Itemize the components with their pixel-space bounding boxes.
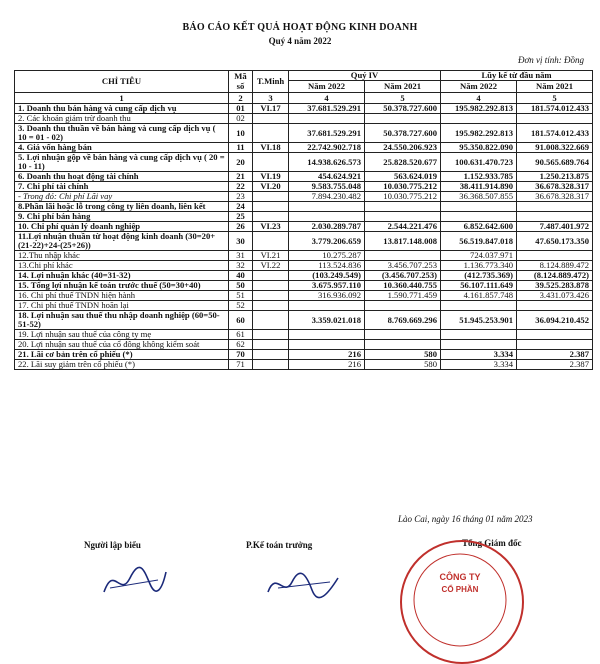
table-row	[15, 360, 593, 370]
row-q2021: 10.030.775.212	[365, 192, 441, 202]
row-code: 11	[229, 143, 253, 153]
row-code: 61	[229, 330, 253, 340]
header-chi-tieu: CHỈ TIÊU	[15, 71, 229, 93]
table-row	[15, 301, 593, 311]
table-row	[15, 350, 593, 360]
row-q2021: 3.456.707.253	[365, 261, 441, 271]
row-label: 12.Thu nhập khác	[15, 251, 229, 261]
row-q2021: 1.590.771.459	[365, 291, 441, 301]
table-row	[15, 153, 593, 172]
row-y2022	[441, 114, 517, 124]
row-note: VI.18	[253, 143, 289, 153]
row-q2022: 2.030.289.787	[289, 222, 365, 232]
row-q2022	[289, 330, 365, 340]
row-note	[253, 340, 289, 350]
row-y2022: 4.161.857.748	[441, 291, 517, 301]
row-y2022	[441, 212, 517, 222]
row-label: 11.Lợi nhuận thuần từ hoạt động kinh doanh (30=20+(21-22)+24-(25+26))	[15, 232, 229, 251]
row-y2021: 47.650.173.350	[517, 232, 593, 251]
row-q2021	[365, 212, 441, 222]
table-row	[15, 143, 593, 153]
row-y2021	[517, 212, 593, 222]
row-code: 50	[229, 281, 253, 291]
table-row	[15, 172, 593, 182]
row-q2022	[289, 301, 365, 311]
header-ma-so: Mã số	[229, 71, 253, 93]
header-luy-ke: Lũy kế từ đầu năm	[441, 71, 593, 81]
row-q2022: 37.681.529.291	[289, 124, 365, 143]
header-quy-2021: Năm 2021	[365, 81, 441, 93]
row-y2021: 2.387	[517, 360, 593, 370]
row-q2022	[289, 212, 365, 222]
row-q2021: 2.544.221.476	[365, 222, 441, 232]
row-label: 14. Lợi nhuận khác (40=31-32)	[15, 271, 229, 281]
row-label: 3. Doanh thu thuần về bán hàng và cung cấp dịch vụ ( 10 = 01 - 02)	[15, 124, 229, 143]
row-note	[253, 232, 289, 251]
row-y2022: 56.107.111.649	[441, 281, 517, 291]
row-q2022: 14.938.626.573	[289, 153, 365, 172]
table-row	[15, 340, 593, 350]
row-q2022	[289, 202, 365, 212]
column-index: 5	[365, 93, 441, 104]
preparer-signature	[100, 560, 170, 600]
column-index: 3	[253, 93, 289, 104]
income-statement-table	[14, 70, 593, 370]
row-code: 71	[229, 360, 253, 370]
row-label: 13.Chi phí khác	[15, 261, 229, 271]
row-y2022: 195.982.292.813	[441, 104, 517, 114]
table-row	[15, 104, 593, 114]
row-y2022: 6.852.642.600	[441, 222, 517, 232]
row-q2021: 50.378.727.600	[365, 104, 441, 114]
row-q2022: 454.624.921	[289, 172, 365, 182]
row-note	[253, 124, 289, 143]
row-q2021	[365, 330, 441, 340]
row-q2021: (3.456.707.253)	[365, 271, 441, 281]
company-stamp	[400, 540, 524, 664]
row-y2021	[517, 301, 593, 311]
table-row	[15, 202, 593, 212]
row-code: 70	[229, 350, 253, 360]
row-q2022: 3.675.957.110	[289, 281, 365, 291]
row-y2021: 90.565.689.764	[517, 153, 593, 172]
row-label: 7. Chi phí tài chính	[15, 182, 229, 192]
row-q2021	[365, 202, 441, 212]
table-row	[15, 251, 593, 261]
row-note: VI.23	[253, 222, 289, 232]
table-row	[15, 114, 593, 124]
row-y2022	[441, 202, 517, 212]
row-q2022: 216	[289, 350, 365, 360]
table-row	[15, 261, 593, 271]
row-label: - Trong đó: Chi phí Lãi vay	[15, 192, 229, 202]
row-code: 24	[229, 202, 253, 212]
row-note: VI.20	[253, 182, 289, 192]
row-label: 2. Các khoản giảm trừ doanh thu	[15, 114, 229, 124]
director-label: Tổng Giám đốc	[462, 538, 522, 548]
table-row	[15, 311, 593, 330]
column-index: 4	[441, 93, 517, 104]
row-note	[253, 271, 289, 281]
row-label: 21. Lãi cơ bản trên cổ phiếu (*)	[15, 350, 229, 360]
row-label: 17. Chi phí thuế TNDN hoãn lại	[15, 301, 229, 311]
row-y2021: 2.387	[517, 350, 593, 360]
row-note	[253, 360, 289, 370]
row-note	[253, 192, 289, 202]
column-index: 5	[517, 93, 593, 104]
row-y2021	[517, 114, 593, 124]
row-label: 5. Lợi nhuận gộp về bán hàng và cung cấp dịch vụ ( 20 = 10 - 11)	[15, 153, 229, 172]
table-row	[15, 330, 593, 340]
row-note	[253, 291, 289, 301]
row-y2021	[517, 340, 593, 350]
row-q2021	[365, 251, 441, 261]
row-y2022: 51.945.253.901	[441, 311, 517, 330]
row-code: 22	[229, 182, 253, 192]
row-label: 19. Lợi nhuận sau thuế của công ty mẹ	[15, 330, 229, 340]
row-note	[253, 350, 289, 360]
row-label: 1. Doanh thu bán hàng và cung cấp dịch vụ	[15, 104, 229, 114]
column-index: 4	[289, 93, 365, 104]
row-code: 31	[229, 251, 253, 261]
row-y2021: 1.250.213.875	[517, 172, 593, 182]
table-row	[15, 192, 593, 202]
header-thuyet-minh: T.Minh	[253, 71, 289, 93]
row-q2021	[365, 340, 441, 350]
row-y2021: 39.525.283.878	[517, 281, 593, 291]
header-quy-2022: Năm 2022	[289, 81, 365, 93]
row-note	[253, 301, 289, 311]
row-y2021: 91.008.322.669	[517, 143, 593, 153]
row-code: 23	[229, 192, 253, 202]
row-y2022: 3.334	[441, 360, 517, 370]
row-q2021: 563.624.019	[365, 172, 441, 182]
row-y2021: 36.678.328.317	[517, 192, 593, 202]
row-q2021	[365, 301, 441, 311]
row-q2021: 10.030.775.212	[365, 182, 441, 192]
row-q2022: 22.742.902.718	[289, 143, 365, 153]
row-q2021: 10.360.440.755	[365, 281, 441, 291]
report-title: BÁO CÁO KẾT QUẢ HOẠT ĐỘNG KINH DOANH	[182, 22, 418, 33]
header-luyke-2022: Năm 2022	[441, 81, 517, 93]
row-y2021: 7.487.401.972	[517, 222, 593, 232]
row-label: 20. Lợi nhuận sau thuế của cổ đông không kiểm soát	[15, 340, 229, 350]
row-code: 25	[229, 212, 253, 222]
row-label: 10. Chi phí quản lý doanh nghiệp	[15, 222, 229, 232]
row-code: 52	[229, 301, 253, 311]
row-note	[253, 212, 289, 222]
row-q2022	[289, 340, 365, 350]
row-y2021: 181.574.012.433	[517, 104, 593, 114]
row-q2021: 8.769.669.296	[365, 311, 441, 330]
row-note: VI.19	[253, 172, 289, 182]
table-row	[15, 222, 593, 232]
header-luyke-2021: Năm 2021	[517, 81, 593, 93]
header-quy: Quý IV	[289, 71, 441, 81]
table-row	[15, 124, 593, 143]
row-note	[253, 202, 289, 212]
currency-unit: Đơn vị tính: Đồng	[517, 55, 584, 65]
row-q2021: 50.378.727.600	[365, 124, 441, 143]
row-q2022: 3.359.021.018	[289, 311, 365, 330]
row-q2022: 10.275.287	[289, 251, 365, 261]
row-y2022	[441, 301, 517, 311]
place-date: Lào Cai, ngày 16 tháng 01 năm 2023	[398, 514, 533, 524]
row-note	[253, 153, 289, 172]
row-y2021	[517, 202, 593, 212]
row-y2021: 181.574.012.433	[517, 124, 593, 143]
row-q2022	[289, 114, 365, 124]
row-note	[253, 330, 289, 340]
row-label: 22. Lãi suy giảm trên cổ phiếu (*)	[15, 360, 229, 370]
row-y2022: 36.368.507.855	[441, 192, 517, 202]
row-label: 8.Phần lãi hoặc lỗ trong công ty liên doanh, liên kết	[15, 202, 229, 212]
table-row	[15, 271, 593, 281]
row-q2022: 3.779.206.659	[289, 232, 365, 251]
row-code: 20	[229, 153, 253, 172]
svg-text:CÔNG TY: CÔNG TY	[439, 572, 481, 582]
row-code: 60	[229, 311, 253, 330]
row-q2022: 37.681.529.291	[289, 104, 365, 114]
row-y2022: 100.631.470.723	[441, 153, 517, 172]
row-note	[253, 281, 289, 291]
row-q2021: 580	[365, 350, 441, 360]
row-y2022: 724.037.971	[441, 251, 517, 261]
row-code: 32	[229, 261, 253, 271]
row-y2022: 38.411.914.890	[441, 182, 517, 192]
chief-accountant-signature	[264, 568, 344, 600]
row-note: VI.22	[253, 261, 289, 271]
row-label: 16. Chi phí thuế TNDN hiện hành	[15, 291, 229, 301]
row-q2021: 13.817.148.008	[365, 232, 441, 251]
row-note: VI.21	[253, 251, 289, 261]
row-q2022: 7.894.230.482	[289, 192, 365, 202]
table-row	[15, 291, 593, 301]
table-row	[15, 212, 593, 222]
row-label: 4. Giá vốn hàng bán	[15, 143, 229, 153]
row-y2021: 36.094.210.452	[517, 311, 593, 330]
row-label: 18. Lợi nhuận sau thuế thu nhập doanh nghiệp (60=50-51-52)	[15, 311, 229, 330]
row-y2022: 1.152.933.785	[441, 172, 517, 182]
row-y2021: 3.431.073.426	[517, 291, 593, 301]
row-q2022: (103.249.549)	[289, 271, 365, 281]
column-index: 2	[229, 93, 253, 104]
row-label: 15. Tổng lợi nhuận kế toán trước thuế (50=30+40)	[15, 281, 229, 291]
row-q2021: 580	[365, 360, 441, 370]
column-index: 1	[15, 93, 229, 104]
row-note	[253, 114, 289, 124]
row-y2022: 195.982.292.813	[441, 124, 517, 143]
row-q2021	[365, 114, 441, 124]
row-label: 6. Doanh thu hoạt động tài chính	[15, 172, 229, 182]
row-note: VI.17	[253, 104, 289, 114]
row-code: 62	[229, 340, 253, 350]
svg-text:CỔ PHẦN: CỔ PHẦN	[441, 585, 479, 594]
row-q2022: 216	[289, 360, 365, 370]
row-code: 02	[229, 114, 253, 124]
row-q2022: 316.936.092	[289, 291, 365, 301]
row-y2022: 56.519.847.018	[441, 232, 517, 251]
row-code: 30	[229, 232, 253, 251]
row-y2022: 95.350.822.090	[441, 143, 517, 153]
row-y2022	[441, 330, 517, 340]
row-q2022: 9.583.755.048	[289, 182, 365, 192]
row-y2022: 1.136.773.340	[441, 261, 517, 271]
row-q2022: 113.524.836	[289, 261, 365, 271]
row-q2021: 25.828.520.677	[365, 153, 441, 172]
row-y2021	[517, 251, 593, 261]
row-y2022	[441, 340, 517, 350]
row-y2021: 8.124.889.472	[517, 261, 593, 271]
chief-accountant-label: P.Kế toán trưởng	[246, 540, 313, 550]
row-code: 51	[229, 291, 253, 301]
row-y2021: 36.678.328.317	[517, 182, 593, 192]
table-row	[15, 281, 593, 291]
row-q2021: 24.550.206.923	[365, 143, 441, 153]
row-code: 10	[229, 124, 253, 143]
row-y2022: 3.334	[441, 350, 517, 360]
row-code: 26	[229, 222, 253, 232]
row-note	[253, 311, 289, 330]
report-period: Quý 4 năm 2022	[268, 36, 332, 46]
row-y2021: (8.124.889.472)	[517, 271, 593, 281]
table-row	[15, 232, 593, 251]
preparer-label: Người lập biểu	[84, 540, 141, 550]
row-code: 40	[229, 271, 253, 281]
row-y2021	[517, 330, 593, 340]
row-code: 21	[229, 172, 253, 182]
row-code: 01	[229, 104, 253, 114]
table-row	[15, 182, 593, 192]
row-y2022: (412.735.369)	[441, 271, 517, 281]
row-label: 9. Chi phí bán hàng	[15, 212, 229, 222]
